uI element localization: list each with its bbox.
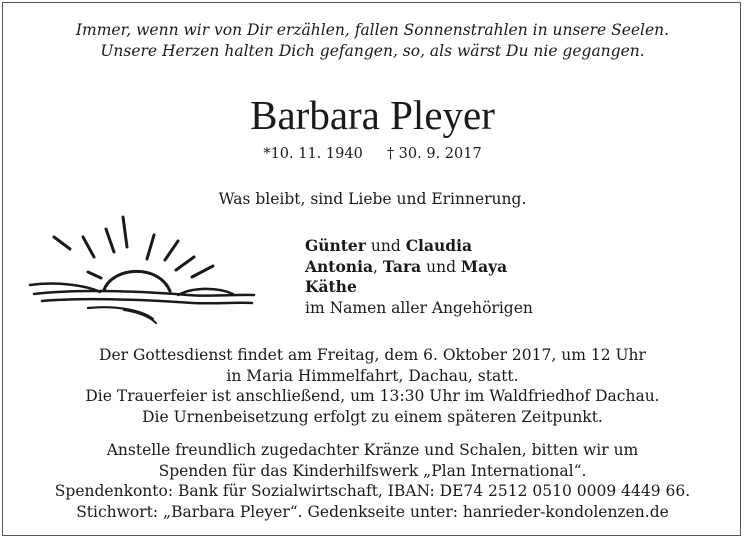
service-details <box>0 345 745 427</box>
service-line: Der Gottesdienst findet am Freitag, dem 6. Oktober 2017, um 12 Uhr <box>99 346 646 364</box>
mourner-name: Maya <box>460 256 508 276</box>
mourner-name: Tara <box>382 256 422 276</box>
service-line: Die Urnenbeisetzung erfolgt zu einem späteren Zeitpunkt. <box>142 407 603 426</box>
donation-line: Spenden für das Kinderhilfswerk „Plan International“. <box>158 461 587 480</box>
mourner-name: Käthe <box>305 277 357 296</box>
mourner-line <box>305 277 533 298</box>
motto-line: Unsere Herzen halten Dich gefangen, so, als wärst Du nie gegangen. <box>100 42 645 60</box>
joiner: , <box>373 257 383 276</box>
life-dates <box>0 144 745 164</box>
joiner: und <box>421 257 461 276</box>
mourners-list <box>305 236 533 318</box>
donation-line: Stichwort: „Barbara Pleyer“. Gedenkseite unter: hanrieder-kondolenzen.de <box>76 502 669 521</box>
mourners-closing: im Namen aller Angehörigen <box>305 298 533 317</box>
mourner-line <box>305 257 533 278</box>
mourner-line <box>305 236 533 257</box>
mourner-name: Günter <box>305 236 366 255</box>
donation-line: Spendenkonto: Bank für Sozialwirtschaft, IBAN: DE74 2512 0510 0009 4449 66. <box>54 482 691 500</box>
motto-verse <box>0 20 745 62</box>
sunset-icon <box>28 215 260 325</box>
birth-date: *10. 11. 1940 <box>263 146 363 162</box>
death-date: † 30. 9. 2017 <box>386 146 482 162</box>
motto-line: Immer, wenn wir von Dir erzählen, fallen Sonnenstrahlen in unsere Seelen. <box>75 21 670 39</box>
service-line: in Maria Himmelfahrt, Dachau, statt. <box>226 366 519 385</box>
mourner-name: Antonia <box>305 256 373 276</box>
joiner: und <box>365 237 406 255</box>
service-line: Die Trauerfeier ist anschließend, um 13:30 Uhr im Waldfriedhof Dachau. <box>85 387 660 405</box>
memorial-quote: Was bleibt, sind Liebe und Erinnerung. <box>218 190 527 208</box>
mourner-name: Claudia <box>405 236 473 255</box>
deceased-name: Barbara Pleyer <box>250 92 495 138</box>
donation-details <box>0 440 745 522</box>
donation-line: Anstelle freundlich zugedachter Kränze und Schalen, bitten wir um <box>106 441 639 459</box>
